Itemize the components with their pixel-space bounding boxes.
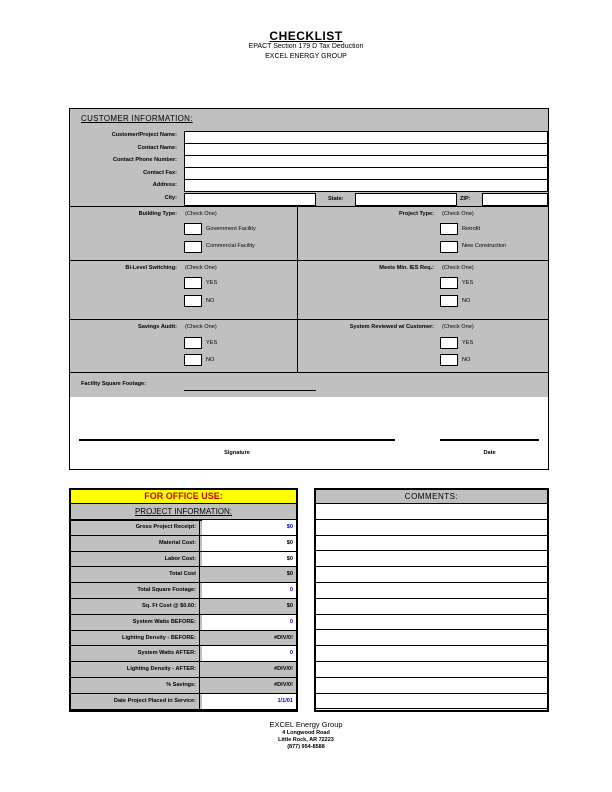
project-info-value: #DIV/0! — [202, 631, 296, 646]
bilevel-switching-label: Bi-Level Switching: — [125, 265, 177, 271]
system-reviewed-check-hint: (Check One) — [442, 324, 474, 330]
comment-line[interactable] — [316, 567, 547, 583]
project-info-row — [71, 583, 296, 599]
comment-line[interactable] — [316, 551, 547, 567]
contact-phone-label: Contact Phone Number: — [112, 157, 177, 163]
project-info-label: Gross Project Receipt: — [71, 520, 200, 535]
project-info-label: Labor Cost: — [71, 552, 200, 567]
bilevel-no-label: NO — [206, 298, 215, 304]
section-divider — [69, 260, 549, 261]
city-label: City: — [164, 195, 177, 201]
government-facility-label: Government Facility — [206, 226, 256, 232]
project-info-value: $0 — [202, 567, 296, 582]
project-info-row — [71, 552, 296, 568]
system-reviewed-no-label: NO — [462, 357, 471, 363]
meets-ies-no-label: NO — [462, 298, 471, 304]
project-info-value[interactable]: 0 — [202, 646, 296, 661]
retrofit-label: Retrofit — [462, 226, 481, 232]
commercial-facility-checkbox[interactable] — [184, 241, 202, 253]
footer-address2: Little Rock, AR 72223 — [278, 737, 334, 743]
retrofit-checkbox[interactable] — [440, 223, 458, 235]
section-divider — [69, 206, 549, 207]
savings-audit-label: Savings Audit: — [138, 324, 177, 330]
project-info-value[interactable]: 0 — [202, 583, 296, 598]
meets-ies-no-checkbox[interactable] — [440, 295, 458, 307]
column-divider — [297, 206, 298, 372]
signature-panel — [69, 397, 549, 470]
city-input[interactable] — [184, 193, 316, 206]
project-info-row — [71, 567, 296, 583]
project-info-label: Date Project Placed in Service: — [71, 694, 200, 709]
project-info-row — [71, 694, 296, 710]
section-divider — [69, 319, 549, 320]
customer-heading: CUSTOMER INFORMATION: — [81, 114, 193, 123]
project-info-row — [71, 662, 296, 678]
project-info-value[interactable]: 1/1/01 — [202, 694, 296, 709]
contact-fax-label: Contact Fax: — [143, 170, 177, 176]
system-reviewed-yes-checkbox[interactable] — [440, 337, 458, 349]
date-line[interactable] — [440, 439, 539, 441]
commercial-facility-label: Commercial Facility — [206, 243, 255, 249]
comment-line[interactable] — [316, 694, 547, 710]
savings-audit-no-label: NO — [206, 357, 215, 363]
building-type-check-hint: (Check One) — [185, 211, 217, 217]
comment-line[interactable] — [316, 504, 547, 520]
savings-audit-yes-checkbox[interactable] — [184, 337, 202, 349]
meets-ies-label: Meets Min. IES Req.: — [379, 265, 434, 271]
facility-sqft-input[interactable] — [184, 390, 316, 391]
comment-line[interactable] — [316, 536, 547, 552]
building-type-label: Building Type: — [138, 211, 177, 217]
project-info-row — [71, 631, 296, 647]
comment-line[interactable] — [316, 646, 547, 662]
signature-label: Signature — [224, 450, 250, 456]
project-info-label: Sq. Ft Cost @ $0.60: — [71, 599, 200, 614]
government-facility-checkbox[interactable] — [184, 223, 202, 235]
project-info-row — [71, 615, 296, 631]
contact-name-label: Contact Name: — [137, 145, 177, 151]
project-info-value[interactable]: 0 — [202, 615, 296, 630]
signature-line[interactable] — [79, 439, 395, 441]
bilevel-yes-label: YES — [206, 280, 218, 286]
facility-sqft-label: Facility Square Footage: — [81, 381, 146, 387]
bilevel-yes-checkbox[interactable] — [184, 277, 202, 289]
company-name: EXCEL ENERGY GROUP — [265, 53, 347, 60]
state-input[interactable] — [355, 193, 457, 206]
meets-ies-check-hint: (Check One) — [442, 265, 474, 271]
section-divider — [69, 372, 549, 373]
savings-audit-check-hint: (Check One) — [185, 324, 217, 330]
comments-heading: COMMENTS: — [316, 490, 547, 504]
comment-line[interactable] — [316, 583, 547, 599]
bilevel-check-hint: (Check One) — [185, 265, 217, 271]
footer-phone: (877) 954-8588 — [287, 744, 325, 750]
page-subtitle: EPACT Section 179 D Tax Deduction — [248, 43, 364, 50]
project-info-row — [71, 536, 296, 552]
project-info-label: % Savings: — [71, 678, 200, 693]
project-info-row — [71, 599, 296, 615]
system-reviewed-no-checkbox[interactable] — [440, 354, 458, 366]
savings-audit-yes-label: YES — [206, 340, 218, 346]
project-info-value: #DIV/0! — [202, 662, 296, 677]
system-reviewed-label: System Reviewed w/ Customer: — [349, 324, 434, 330]
bilevel-no-checkbox[interactable] — [184, 295, 202, 307]
project-info-label: System Watts BEFORE: — [71, 615, 200, 630]
page-title: CHECKLIST — [269, 29, 343, 43]
zip-label: ZIP: — [460, 196, 471, 202]
project-type-label: Project Type: — [398, 211, 434, 217]
new-construction-checkbox[interactable] — [440, 241, 458, 253]
zip-input[interactable] — [482, 193, 548, 206]
customer-name-label: Customer/Project Name: — [111, 132, 177, 138]
footer-company: EXCEL Energy Group — [269, 720, 343, 729]
project-info-label: Lighting Density - BEFORE: — [71, 631, 200, 646]
project-info-value: #DIV/0! — [202, 678, 296, 693]
footer-address1: 4 Longwood Road — [282, 730, 330, 736]
comment-line[interactable] — [316, 630, 547, 646]
project-info-label: Total Cost — [71, 567, 200, 582]
project-info-value: $0 — [202, 552, 296, 567]
address-label: Address: — [152, 182, 177, 188]
comment-line[interactable] — [316, 520, 547, 536]
project-info-value: $0 — [202, 599, 296, 614]
address-input[interactable] — [184, 179, 548, 192]
project-info-row — [71, 646, 296, 662]
comment-line[interactable] — [316, 678, 547, 694]
office-use-heading: FOR OFFICE USE: — [71, 490, 296, 504]
state-label: State: — [328, 196, 344, 202]
meets-ies-yes-label: YES — [462, 280, 474, 286]
meets-ies-yes-checkbox[interactable] — [440, 277, 458, 289]
project-type-check-hint: (Check One) — [442, 211, 474, 217]
comment-line[interactable] — [316, 615, 547, 631]
project-info-row — [71, 520, 296, 536]
project-info-row — [71, 678, 296, 694]
comment-line[interactable] — [316, 662, 547, 678]
project-info-label: Material Cost: — [71, 536, 200, 551]
system-reviewed-yes-label: YES — [462, 340, 474, 346]
savings-audit-no-checkbox[interactable] — [184, 354, 202, 366]
project-info-label: Total Square Footage: — [71, 583, 200, 598]
project-info-label: System Watts AFTER: — [71, 646, 200, 661]
date-label: Date — [483, 450, 496, 456]
project-info-value[interactable]: $0 — [202, 520, 296, 535]
project-info-value: $0 — [202, 536, 296, 551]
new-construction-label: New Construction — [462, 243, 507, 249]
comment-line[interactable] — [316, 599, 547, 615]
project-info-label: Lighting Density - AFTER: — [71, 662, 200, 677]
project-info-heading: PROJECT INFORMATION: — [71, 504, 296, 521]
